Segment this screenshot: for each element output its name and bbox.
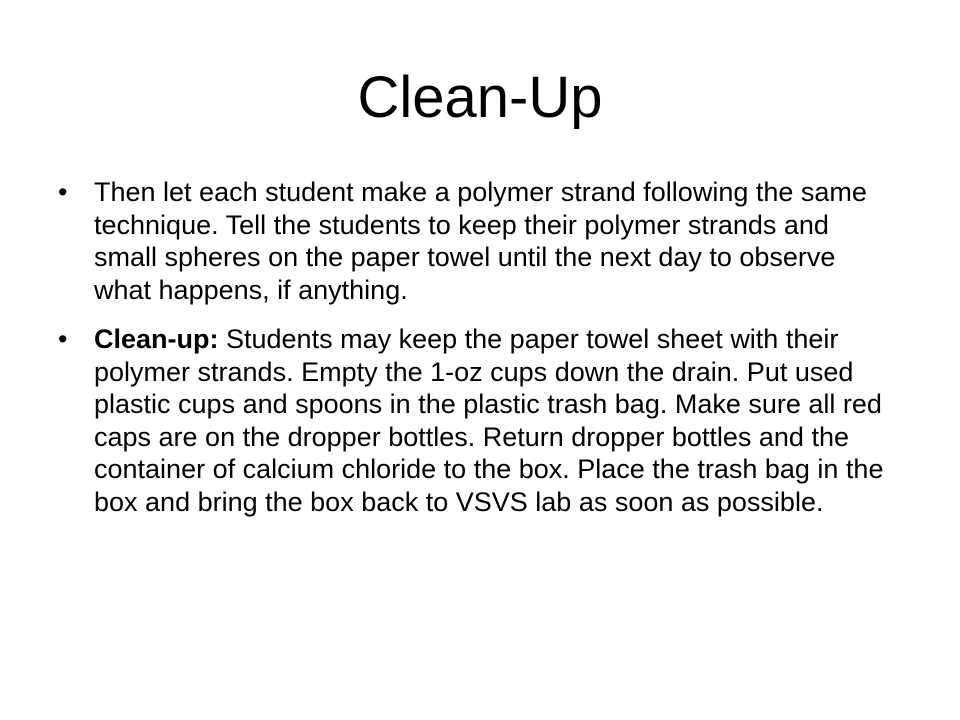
bullet-list	[58, 176, 898, 535]
bullet-marker: •	[58, 177, 68, 207]
bullet-item-2	[58, 323, 898, 518]
bullet-lead-label: Clean-up:	[94, 324, 219, 354]
bullet-marker: •	[58, 324, 68, 354]
bullet-text: Then let each student make a polymer strand following the same technique. Tell the students to keep their polymer strands and small spheres on the paper towel until the next day to observe what happens, if anything.	[94, 177, 867, 305]
bullet-text: Students may keep the paper towel sheet with their polymer strands. Empty the 1-oz cups down the drain. Put used plastic cups and spoons in the plastic trash bag. Make sure all red caps are on the dropper bottles. Return dropper bottles and the container of calcium chloride to the box. Place the trash bag in the box and bring the box back to VSVS lab as soon as possible.	[94, 324, 884, 517]
slide-title: Clean-Up	[357, 65, 603, 130]
bullet-item-1	[58, 176, 898, 306]
